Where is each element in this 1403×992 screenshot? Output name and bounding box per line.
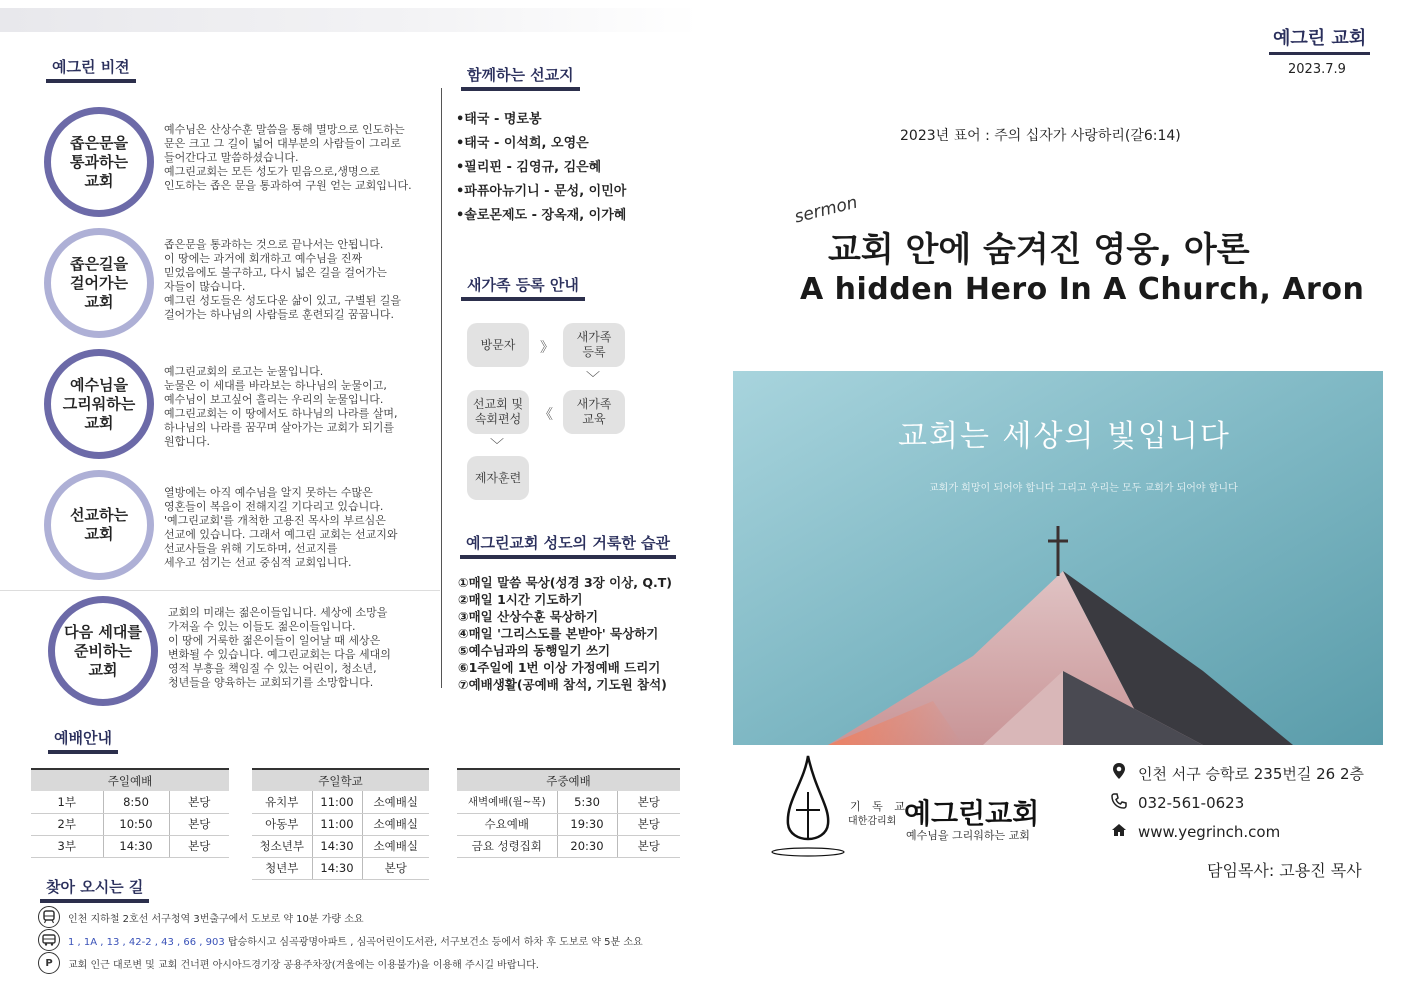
table-cell: 본당 [617,813,680,835]
vision-circle-label: 다음 세대를 준비하는 교회 [48,596,158,706]
annual-motto: 2023년 표어 : 주의 십자가 사랑하리(갈6:14) [900,128,1181,144]
table-row [252,835,429,857]
sunday-worship-table [31,768,229,858]
worship-title: 예배안내 [54,727,112,754]
table-cell: 소예배실 [362,835,429,857]
sermon-tag: sermon [792,192,860,228]
vision-circle-label: 선교하는 교회 [44,470,154,580]
address-text: 인천 서구 승학로 235번길 26 2층 [1138,764,1365,783]
table-cell: 수요예배 [457,813,557,835]
table-row [457,813,680,835]
table-cell: 소예배실 [362,813,429,835]
table-cell: 2부 [31,813,103,835]
website-row [1110,823,1280,841]
list-item: •파퓨아뉴기니 - 문성, 이민아 [456,184,627,199]
table-cell: 유치부 [252,791,312,813]
vision-title: 예그린 비젼 [52,56,130,83]
bus-icon [38,929,60,951]
table-cell: 청소년부 [252,835,312,857]
table-cell: 본당 [169,813,229,835]
list-item: •태국 - 명로봉 [456,112,542,127]
table-cell: 새벽예배(월~목) [457,791,557,813]
vision-circle-label: 예수님을 그리워하는 교회 [44,349,154,459]
table-row [252,813,429,835]
table-header: 주중예배 [457,769,680,791]
directions-subway-text: 인천 지하철 2호선 서구청역 3번출구에서 도보로 약 10분 가량 소요 [68,913,364,925]
table-cell: 14:30 [103,835,169,857]
table-cell: 8:50 [103,791,169,813]
arrow-down-icon: ﹀ [586,371,600,387]
subway-icon [38,906,60,928]
directions-parking [38,952,539,974]
church-name-header: 예그린 교회 [1273,24,1366,55]
directions-parking-text: 교회 인근 대로변 및 교회 건너편 아시아드경기장 공용주차장(겨울에는 이용불가)을 이용해 주시길 바랍니다. [68,959,539,971]
table-cell: 1부 [31,791,103,813]
table-row [252,791,429,813]
list-item: ⑥1주일에 1번 이상 가정예배 드리기 [458,660,661,675]
table-header: 주일학교 [252,769,429,791]
vision-desc: 열방에는 아직 예수님을 알지 못하는 수많은 영혼들이 복음이 전해지길 기다리고 있습니다. '예그린교회'를 개척한 고용진 목사의 부르심은 선교에 있습니다. 그래서 예그린 교회는 선교지와 선교사들을 위해 기도하며, 선교지를 세우고 섬기는 선교 중심적 교회입니다. [164,486,398,569]
table-cell: 아동부 [252,813,312,835]
list-item: ②매일 1시간 기도하기 [458,592,583,607]
church-logo [768,752,1048,862]
missionary-list [456,108,626,228]
vision-desc: 좁은문을 통과하는 것으로 끝나서는 안됩니다. 이 땅에는 과거에 회개하고 예수님을 진짜 믿었음에도 불구하고, 다시 넓은 길을 걸어가는 자들이 많습니다. 예그린 성도들은 성도다운 삶이 있고, 구별된 길을 걸어가는 하나님의 사람들로 훈련되길 꿈꿉니다. [164,238,401,321]
table-cell: 본당 [617,791,680,813]
phone-icon [1110,793,1128,813]
table-cell: 금요 성령집회 [457,835,557,857]
home-icon [1110,823,1128,841]
list-item: ⑤예수님과의 동행일기 쓰기 [458,643,611,658]
list-item: ⑦예배생활(공예배 참석, 기도원 참석) [458,677,667,692]
vision-desc: 예그린교회의 로고는 눈물입니다. 눈물은 이 세대를 바라보는 하나님의 눈물이고, 예수님이 보고싶어 흘리는 우리의 눈물입니다. 예그린교회는 이 땅에서도 하나님의 나라를 살며, 하나님의 나라를 꿈꾸며 살아가는 교회가 되기를 원합니다. [164,365,398,448]
vision-circle-label: 좁은길을 걸어가는 교회 [44,228,154,338]
habit-list [458,574,672,693]
column-divider [441,88,442,688]
location-pin-icon [1110,762,1128,784]
table-cell: 본당 [617,835,680,857]
vision-circle-label: 좁은문을 통과하는 교회 [44,107,154,217]
directions-title: 찾아 오시는 길 [46,876,143,903]
photo-subcaption: 교회가 희망이 되어야 합니다 그리고 우리는 모두 교회가 되어야 합니다 [929,483,1238,494]
sermon-title-english: A hidden Hero In A Church, Aron [800,272,1365,307]
logo-church-name: 예그린교회 [904,797,1040,830]
bus-numbers: 1 , 1A , 13 , 42-2 , 43 , 66 , 903 [68,936,225,948]
table-row [252,857,429,879]
table-cell: 11:00 [312,791,362,813]
table-cell: 20:30 [557,835,617,857]
table-cell: 본당 [169,791,229,813]
directions-subway [38,906,364,928]
list-item: •태국 - 이석희, 오영은 [456,136,589,151]
table-header: 주일예배 [31,769,229,791]
pastor-name: 담임목사: 고용진 목사 [1207,861,1362,880]
flow-step-visitor: 방문자 [467,323,529,367]
table-row [31,813,229,835]
bus-route-text: 탑승하시고 심곡광명아파트 , 심곡어린이도서관, 서구보건소 등에서 하차 후 도보로 약 5분 소요 [224,936,643,948]
sunday-school-table [252,768,429,880]
list-item: ①매일 말씀 묵상(성경 3장 이상, Q.T) [458,575,672,590]
table-cell: 19:30 [557,813,617,835]
phone-row [1110,793,1244,813]
list-item: •솔로몬제도 - 장옥재, 이가혜 [456,208,627,223]
flow-step-placement: 선교회 및 속회편성 [467,390,529,434]
table-cell: 본당 [169,835,229,857]
church-photo [733,371,1383,745]
tear-drop-logo-icon [768,752,848,862]
table-cell: 청년부 [252,857,312,879]
list-item: ③매일 산상수훈 묵상하기 [458,609,599,624]
vision-desc: 교회의 미래는 젊은이들입니다. 세상에 소망을 가져올 수 있는 이들도 젊은이들입니다. 이 땅에 거룩한 젊은이들이 일어날 때 세상은 변화될 수 있습니다. 예그린교회는 다음 세대의 영적 부흥을 책임질 수 있는 어린이, 청소년, 청년들을 양육하는 교회되기를 소망합니다. [168,606,391,689]
directions-bus [38,929,643,951]
phone-text: 032-561-0623 [1138,794,1245,812]
address-row [1110,762,1364,784]
habit-title: 예그린교회 성도의 거룩한 습관 [466,532,670,559]
table-cell: 10:50 [103,813,169,835]
table-row [457,791,680,813]
arrow-left-icon: 《 [539,407,553,423]
directions-bus-text [68,933,643,948]
arrow-down-icon: ﹀ [490,438,504,454]
flow-step-education: 새가족 교육 [563,390,625,434]
table-row [31,791,229,813]
bulletin-date: 2023.7.9 [1288,62,1346,77]
flow-step-discipleship: 제자훈련 [467,456,529,500]
table-row [31,835,229,857]
arrow-right-icon: 》 [540,340,554,356]
table-cell: 3부 [31,835,103,857]
website-link[interactable]: www.yegrinch.com [1138,823,1281,841]
flow-step-register: 새가족 등록 [563,323,625,367]
table-cell: 11:00 [312,813,362,835]
list-item: •필리핀 - 김영규, 김은혜 [456,160,602,175]
list-item: ④매일 '그리스도를 본받아' 묵상하기 [458,626,659,641]
table-cell: 14:30 [312,835,362,857]
header-gradient-bar [0,8,700,32]
table-cell: 소예배실 [362,791,429,813]
table-row [457,835,680,857]
newcomer-title: 새가족 등록 안내 [467,274,579,301]
parking-icon: P [38,952,60,974]
table-cell: 본당 [362,857,429,879]
vision-desc: 예수님은 산상수훈 말씀을 통해 멸망으로 인도하는 문은 크고 그 길이 넓어 대부분의 사람들이 그리로 들어간다고 말씀하셨습니다. 예그린교회는 모든 성도가 믿음으로,생명으로 인도하는 좁은 문을 통과하여 구원 얻는 교회입니다. [164,123,412,192]
table-cell: 5:30 [557,791,617,813]
weekday-worship-table [457,768,680,858]
logo-denomination-2: 대한감리회 [848,816,897,827]
table-cell: 14:30 [312,857,362,879]
missionary-title: 함께하는 선교지 [467,64,574,91]
logo-tagline: 예수님을 그리워하는 교회 [906,829,1030,842]
logo-denomination: 기 독 교 [850,800,909,813]
sermon-title-korean: 교회 안에 숨겨진 영웅, 아론 [828,230,1250,270]
photo-caption: 교회는 세상의 빛입니다 [898,419,1231,454]
section-divider [0,590,440,591]
